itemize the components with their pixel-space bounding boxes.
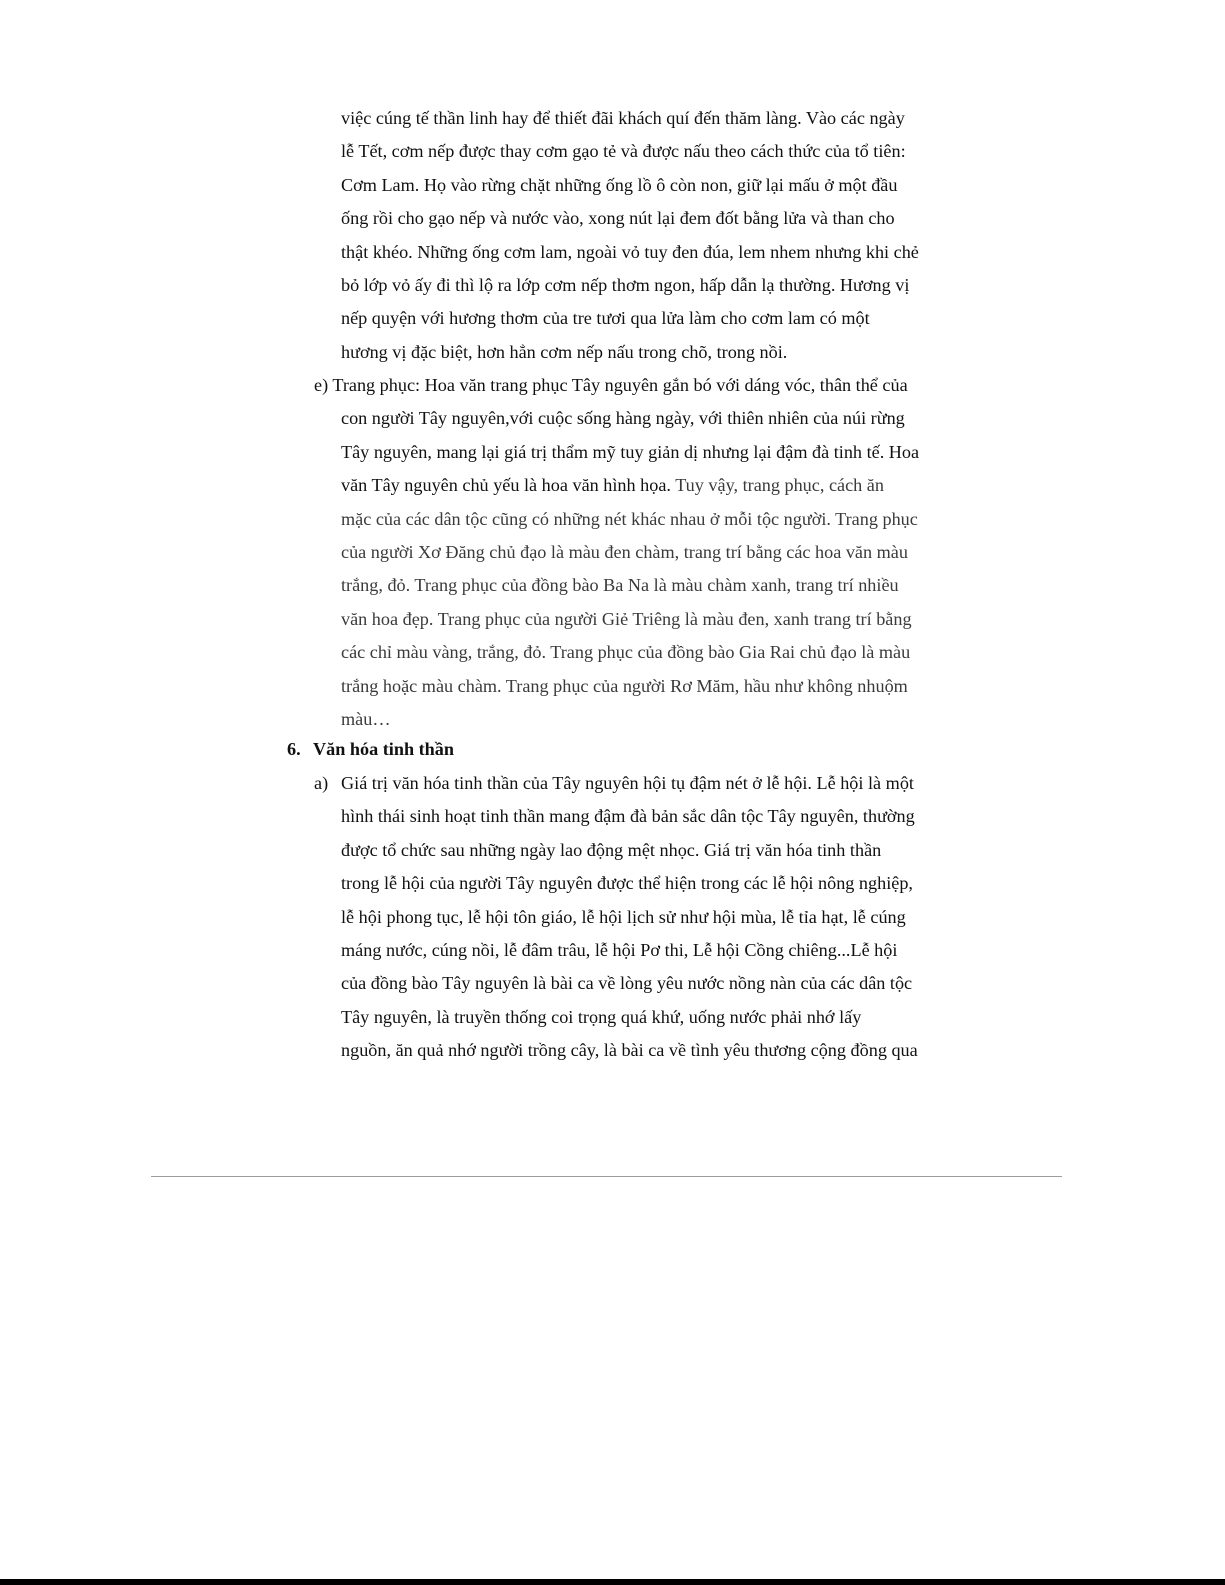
section-title: Văn hóa tinh thần (313, 739, 455, 759)
paragraph-line: màu… (341, 708, 391, 729)
top-paragraph (341, 102, 919, 369)
paragraph-line: lễ Tết, cơm nếp được thay cơm gạo tẻ và được nấu theo cách thức của tổ tiên: (341, 141, 906, 162)
paragraph-line: nếp quyện với hương thơm của tre tươi qua lửa làm cho cơm lam có một (341, 308, 870, 329)
section-heading (287, 733, 454, 766)
paragraph-line: con người Tây nguyên,với cuộc sống hàng ngày, với thiên nhiên của núi rừng (341, 408, 905, 429)
page-divider (151, 1176, 1062, 1177)
paragraph-line: lễ hội phong tục, lễ hội tôn giáo, lễ hội lịch sử như hội mùa, lễ tỉa hạt, lễ cúng (341, 906, 906, 927)
paragraph-line: thật khéo. Những ống cơm lam, ngoài vỏ tuy đen đúa, lem nhem nhưng khi chẻ (341, 241, 919, 262)
item-a-first-line (314, 767, 918, 800)
paragraph-line: các chỉ màu vàng, trắng, đỏ. Trang phục của đồng bào Gia Rai chủ đạo là màu (341, 642, 911, 663)
paragraph-line: mặc của các dân tộc cũng có những nét khác nhau ở mỗi tộc người. Trang phục (341, 508, 918, 529)
item-e-clothing (314, 369, 919, 736)
paragraph-line: máng nước, cúng nồi, lễ đâm trâu, lễ hội Pơ thi, Lễ hội Cồng chiêng...Lễ hội (341, 939, 898, 960)
paragraph-line: việc cúng tế thần linh hay để thiết đãi khách quí đến thăm làng. Vào các ngày (341, 108, 905, 128)
paragraph-line: hình thái sinh hoạt tinh thần mang đậm đà bản sắc dân tộc Tây nguyên, thường (341, 806, 915, 827)
paragraph-line: văn hoa đẹp. Trang phục của người Giẻ Triêng là màu đen, xanh trang trí bằng (341, 608, 912, 629)
paragraph-line: trong lễ hội của người Tây nguyên được thể hiện trong các lễ hội nông nghiệp, (341, 873, 913, 894)
dark-text-segment: văn Tây nguyên chủ yếu là hoa văn hình họa. (341, 475, 671, 496)
page-bottom-edge (0, 1579, 1225, 1585)
paragraph-line: Tây nguyên, mang lại giá trị thẩm mỹ tuy giản dị nhưng lại đậm đà tinh tế. Hoa (341, 441, 920, 462)
paragraph-line: được tổ chức sau những ngày lao động mệt nhọc. Giá trị văn hóa tinh thần (341, 839, 882, 860)
paragraph-line: hương vị đặc biệt, hơn hẳn cơm nếp nấu trong chõ, trong nồi. (341, 341, 788, 362)
list-marker: a) (314, 773, 329, 793)
paragraph-line: ống rồi cho gạo nếp và nước vào, xong nút lại đem đốt bằng lửa và than cho (341, 208, 895, 229)
section-number: 6. (287, 739, 301, 759)
paragraph-line: của người Xơ Đăng chủ đạo là màu đen chàm, trang trí bằng các hoa văn màu (341, 541, 908, 562)
paragraph-line: Tây nguyên, là truyền thống coi trọng quá khứ, uống nước phải nhớ lấy (341, 1006, 862, 1027)
paragraph-line: nguồn, ăn quả nhớ người trồng cây, là bài ca về tình yêu thương cộng đồng qua (341, 1040, 918, 1061)
paragraph-line: của đồng bào Tây nguyên là bài ca về lòng yêu nước nồng nàn của các dân tộc (341, 973, 913, 994)
paragraph-line-mixed (314, 469, 919, 502)
paragraph-line: trắng hoặc màu chàm. Trang phục của người Rơ Măm, hầu như không nhuộm (341, 675, 908, 696)
paragraph-line: bỏ lớp vỏ ấy đi thì lộ ra lớp cơm nếp thơm ngon, hấp dẫn lạ thường. Hương vị (341, 274, 910, 295)
paragraph-line: trắng, đỏ. Trang phục của đồng bào Ba Na là màu chàm xanh, trang trí nhiều (341, 575, 899, 596)
paragraph-line: Cơm Lam. Họ vào rừng chặt những ống lồ ô còn non, giữ lại mấu ở một đầu (341, 174, 898, 195)
item-e-first-line: e) Trang phục: Hoa văn trang phục Tây nguyên gắn bó với dáng vóc, thân thể của (314, 375, 908, 395)
gray-text-segment: Tuy vậy, trang phục, cách ăn (670, 475, 884, 496)
item-a-festivals (314, 767, 918, 1068)
item-a-first-text: Giá trị văn hóa tinh thần của Tây nguyên hội tụ đậm nét ở lễ hội. Lễ hội là một (341, 773, 914, 793)
